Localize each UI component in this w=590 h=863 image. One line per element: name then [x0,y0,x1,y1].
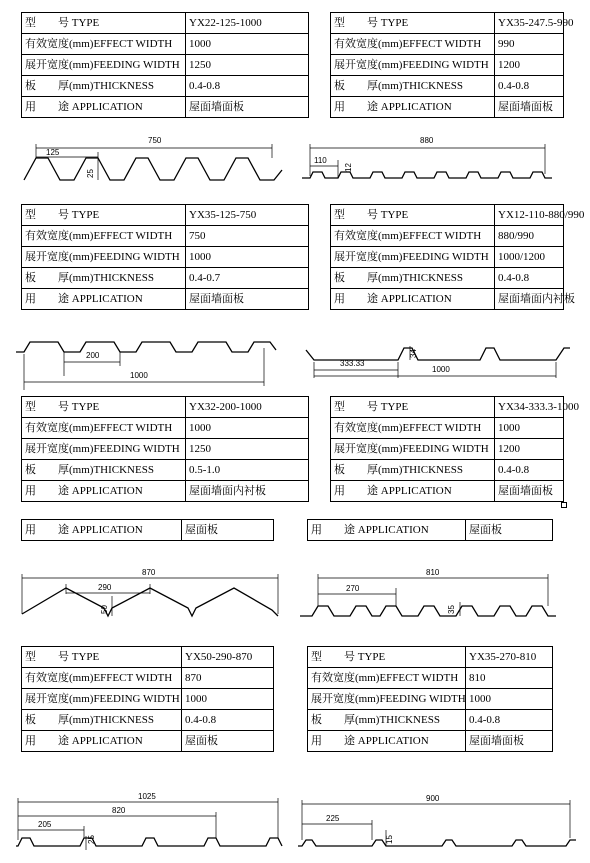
profile-yx35-247-5-990 [302,144,552,178]
effect-width-label: 有效宽度(mm)EFFECT WIDTH [22,418,186,439]
table-row [22,710,553,731]
table-row [22,481,564,502]
type-label: 型 号 TYPE [22,13,186,34]
table-row [22,97,564,118]
thickness-label: 板 厚(mm)THICKNESS [331,268,495,289]
thickness-value: 0.4-0.8 [466,710,553,731]
effect-width-value: 750 [186,226,309,247]
column-gap [274,520,308,541]
column-gap [309,439,331,460]
thickness-value: 0.4-0.8 [495,460,564,481]
column-gap [274,647,308,668]
profile-drawing-row-1 [0,130,590,190]
dimension-height: 35 [447,605,456,614]
effect-width-label: 有效宽度(mm)EFFECT WIDTH [308,668,466,689]
type-label: 型 号 TYPE [331,205,495,226]
thickness-label: 板 厚(mm)THICKNESS [331,460,495,481]
type-label: 型 号 TYPE [22,397,186,418]
application-value: 屋面板 [182,731,274,752]
table-row [22,460,564,481]
feeding-width-value: 1200 [495,55,564,76]
feeding-width-label: 展开宽度(mm)FEEDING WIDTH [22,689,182,710]
table-row [22,205,564,226]
table-row [22,13,564,34]
table-row [22,226,564,247]
column-gap [309,418,331,439]
spec-table-5 [21,646,553,752]
column-gap [309,13,331,34]
application-value: 屋面墙面板 [186,289,309,310]
application-value: 屋面墙面板 [495,97,564,118]
column-gap [309,34,331,55]
column-gap [274,710,308,731]
thickness-label: 板 厚(mm)THICKNESS [22,460,186,481]
table-row [22,668,553,689]
effect-width-label: 有效宽度(mm)EFFECT WIDTH [22,226,186,247]
table-row [22,731,553,752]
type-label: 型 号 TYPE [331,13,495,34]
table-row [22,689,553,710]
dimension-width: 750 [148,136,162,145]
feeding-width-label: 展开宽度(mm)FEEDING WIDTH [331,439,495,460]
feeding-width-label: 展开宽度(mm)FEEDING WIDTH [22,439,186,460]
effect-width-value: 870 [182,668,274,689]
dimension-pitch: 270 [346,584,360,593]
effect-width-value: 1000 [186,418,309,439]
effect-width-label: 有效宽度(mm)EFFECT WIDTH [22,34,186,55]
type-label: 型 号 TYPE [308,647,466,668]
effect-width-value: 1000 [186,34,309,55]
application-value: 屋面板 [466,520,553,541]
feeding-width-value: 1000/1200 [495,247,564,268]
dimension-height: 15 [385,835,394,844]
dimension-width: 880 [420,136,434,145]
dimension-width: 810 [426,568,440,577]
thickness-value: 0.4-0.8 [495,76,564,97]
column-gap [309,289,331,310]
column-gap [274,668,308,689]
feeding-width-value: 1200 [495,439,564,460]
dimension-pitch: 333.33 [340,359,365,368]
feeding-width-label: 展开宽度(mm)FEEDING WIDTH [331,55,495,76]
profile-drawing-row-3 [0,566,590,630]
dimension-width: 870 [142,568,156,577]
application-label: 用 途 APPLICATION [331,481,495,502]
type-value: YX35-247.5-990 [495,13,564,34]
application-value: 屋面墙面板 [495,481,564,502]
application-label: 用 途 APPLICATION [308,520,466,541]
dimension-width: 900 [426,794,440,803]
dimension-height: 50 [100,605,109,614]
profile-yx25-205-820 [16,798,282,850]
thickness-label: 板 厚(mm)THICKNESS [22,76,186,97]
profile-yx32-200-1000 [16,342,276,390]
profile-yx15-225-900 [298,800,576,846]
type-value: YX35-125-750 [186,205,309,226]
thickness-value: 0.5-1.0 [186,460,309,481]
dimension-height: 25 [87,835,96,844]
application-value: 屋面墙面内衬板 [186,481,309,502]
application-label: 用 途 APPLICATION [22,520,182,541]
type-label: 型 号 TYPE [331,397,495,418]
application-label: 用 途 APPLICATION [22,731,182,752]
column-gap [309,460,331,481]
type-value: YX22-125-1000 [186,13,309,34]
thickness-label: 板 厚(mm)THICKNESS [331,76,495,97]
application-label: 用 途 APPLICATION [22,97,186,118]
dimension-height: 34 [409,349,418,358]
table-row [22,418,564,439]
dimension-height: 25 [86,169,95,178]
thickness-value: 0.4-0.7 [186,268,309,289]
column-gap [309,226,331,247]
type-value: YX50-290-870 [182,647,274,668]
application-label: 用 途 APPLICATION [22,289,186,310]
table-row [22,34,564,55]
spec-table-1 [21,12,574,118]
table-row [22,268,564,289]
table-row [22,397,564,418]
application-value: 屋面墙面板 [466,731,553,752]
type-label: 型 号 TYPE [22,205,186,226]
corner-marker [561,502,567,508]
table-row [22,55,564,76]
table-row [22,520,553,541]
thickness-label: 板 厚(mm)THICKNESS [22,268,186,289]
column-gap [309,247,331,268]
feeding-width-value: 1000 [466,689,553,710]
type-value: YX34-333.3-1000 [495,397,564,418]
type-value: YX35-270-810 [466,647,553,668]
effect-width-label: 有效宽度(mm)EFFECT WIDTH [331,34,495,55]
column-gap [309,76,331,97]
effect-width-value: 990 [495,34,564,55]
application-label: 用 途 APPLICATION [331,97,495,118]
column-gap [309,55,331,76]
profile-drawing-row-4 [0,790,590,854]
dimension-pitch: 200 [86,351,100,360]
thickness-label: 板 厚(mm)THICKNESS [308,710,466,731]
feeding-width-value: 1250 [186,55,309,76]
column-gap [274,689,308,710]
table-row [22,647,553,668]
dimension-width: 1000 [432,365,450,374]
effect-width-value: 810 [466,668,553,689]
application-label: 用 途 APPLICATION [331,289,495,310]
dimension-pitch: 290 [98,583,112,592]
thickness-label: 板 厚(mm)THICKNESS [22,710,182,731]
profile-drawing-row-2 [0,332,590,396]
column-gap [309,397,331,418]
thickness-value: 0.4-0.8 [182,710,274,731]
dimension-pitch: 125 [46,148,60,157]
dimension-pitch: 225 [326,814,340,823]
spec-table-2 [21,204,585,310]
type-value: YX12-110-880/990 [495,205,564,226]
feeding-width-value: 1250 [186,439,309,460]
feeding-width-label: 展开宽度(mm)FEEDING WIDTH [331,247,495,268]
application-value: 屋面墙面内衬板 [495,289,564,310]
table-row [22,247,564,268]
spec-table-3 [21,396,579,502]
table-row [22,289,564,310]
application-value: 屋面墙面板 [186,97,309,118]
column-gap [274,731,308,752]
effect-width-label: 有效宽度(mm)EFFECT WIDTH [22,668,182,689]
profile-yx22-125-1000 [24,144,282,180]
effect-width-value: 1000 [495,418,564,439]
application-value: 屋面板 [182,520,274,541]
dimension-width: 1025 [138,792,156,801]
dimension-pitch: 110 [314,156,327,165]
column-gap [309,205,331,226]
feeding-width-label: 展开宽度(mm)FEEDING WIDTH [22,55,186,76]
dimension-inner-width: 820 [112,806,126,815]
effect-width-label: 有效宽度(mm)EFFECT WIDTH [331,418,495,439]
dimension-pitch: 205 [38,820,52,829]
dimension-height: 12 [344,163,353,172]
effect-width-label: 有效宽度(mm)EFFECT WIDTH [331,226,495,247]
dimension-width: 1000 [130,371,148,380]
feeding-width-value: 1000 [186,247,309,268]
type-label: 型 号 TYPE [22,647,182,668]
thickness-value: 0.4-0.8 [186,76,309,97]
feeding-width-value: 1000 [182,689,274,710]
spec-table-4 [21,519,553,541]
application-label: 用 途 APPLICATION [22,481,186,502]
column-gap [309,481,331,502]
profile-yx50-290-870 [22,574,278,616]
column-gap [309,97,331,118]
table-row [22,439,564,460]
feeding-width-label: 展开宽度(mm)FEEDING WIDTH [22,247,186,268]
thickness-value: 0.4-0.8 [495,268,564,289]
column-gap [309,268,331,289]
effect-width-value: 880/990 [495,226,564,247]
profile-yx35-270-810 [300,574,556,616]
feeding-width-label: 展开宽度(mm)FEEDING WIDTH [308,689,466,710]
application-label: 用 途 APPLICATION [308,731,466,752]
table-row [22,76,564,97]
type-value: YX32-200-1000 [186,397,309,418]
